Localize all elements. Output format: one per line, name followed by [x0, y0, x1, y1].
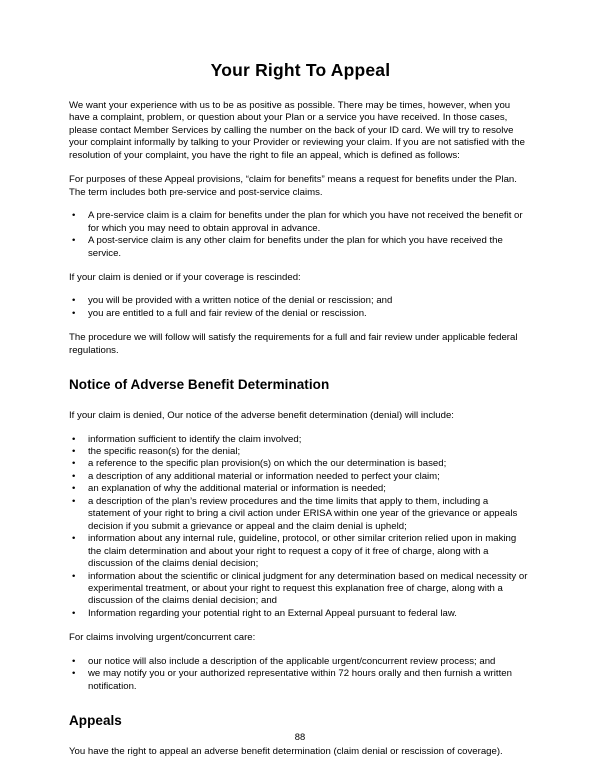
- list-item-text: a description of the plan’s review procedures and the time limits that apply to them, including a statement of your right to bring a civil action under ERISA within one year of the grievance or appeals decision if you submit a grievance or appeal and the claim denial is upheld;: [88, 495, 518, 532]
- list-item: [69, 496, 532, 533]
- spacer: [69, 693, 532, 713]
- spacer: [69, 199, 532, 210]
- claim-type-bullet-list: [69, 210, 532, 260]
- bullet-icon: •: [72, 655, 76, 667]
- list-item-text: an explanation of why the additional material or information is needed;: [88, 483, 386, 495]
- list-item: [69, 668, 532, 693]
- bullet-icon: •: [72, 607, 76, 619]
- list-item-text: information sufficient to identify the claim involved;: [88, 433, 302, 445]
- list-item: [69, 483, 532, 495]
- appeals-lead-in: You have the right to appeal an adverse benefit determination (claim denial or rescission of coverage).: [69, 746, 503, 758]
- spacer: [69, 394, 532, 410]
- spacer: [69, 320, 532, 332]
- bullet-icon: •: [72, 210, 76, 222]
- bullet-icon: •: [72, 446, 76, 458]
- list-item-text: Information regarding your potential right to an External Appeal pursuant to federal law.: [88, 607, 457, 619]
- spacer: [69, 260, 532, 272]
- section-heading-notice: Notice of Adverse Benefit Determination: [69, 377, 330, 393]
- bullet-icon: •: [72, 533, 76, 545]
- list-item-text: the specific reason(s) for the denial;: [88, 446, 241, 458]
- list-item-text: our notice will also include a description of the applicable urgent/concurrent review process; and: [88, 655, 496, 667]
- list-item-text: you will be provided with a written notice of the denial or rescission; and: [88, 295, 393, 307]
- page-title: Your Right To Appeal: [210, 60, 391, 80]
- bullet-icon: •: [72, 570, 76, 582]
- bullet-icon: •: [72, 458, 76, 470]
- spacer: [69, 357, 532, 377]
- list-item: [69, 446, 532, 458]
- bullet-icon: •: [72, 307, 76, 319]
- document-content: [69, 60, 532, 759]
- spacer: [69, 423, 532, 434]
- list-item: [69, 434, 532, 446]
- notice-lead-in: If your claim is denied, Our notice of the adverse benefit determination (denial) will include:: [69, 410, 454, 422]
- list-item-text: a description of any additional material or information needed to perfect your claim;: [88, 470, 440, 482]
- list-item: [69, 308, 532, 320]
- list-item-text: a reference to the specific plan provision(s) on which the our determination is based;: [88, 458, 447, 470]
- list-item: [69, 471, 532, 483]
- bullet-icon: •: [72, 483, 76, 495]
- spacer: [69, 620, 532, 632]
- list-item-text: you are entitled to a full and fair review of the denial or rescission.: [88, 307, 367, 319]
- list-item: [69, 608, 532, 620]
- definition-paragraph: For purposes of these Appeal provisions, “claim for benefits” means a request for benefits under the Plan. The term includes both pre-service and post-service claims.: [69, 174, 517, 198]
- list-item: [69, 458, 532, 470]
- bullet-icon: •: [72, 470, 76, 482]
- spacer: [69, 645, 532, 656]
- bullet-icon: •: [72, 433, 76, 445]
- list-item-text: A post-service claim is any other claim for benefits under the plan for which you have received the service.: [88, 235, 503, 259]
- procedure-paragraph: The procedure we will follow will satisfy the requirements for a full and fair review under applicable federal regulations.: [69, 332, 518, 356]
- denial-lead-in: If your claim is denied or if your coverage is rescinded:: [69, 271, 301, 283]
- spacer: [69, 162, 532, 174]
- list-item: [69, 533, 532, 570]
- intro-paragraph: We want your experience with us to be as positive as possible. There may be times, however, when you have a complaint, problem, or question about your Plan or a service you have received. In those cases, please contact Member Services by calling the number on the back of your ID card. We will try to resolve your complaint informally by talking to your Provider or reviewing your claim. If you are not satisfied with the resolution of your complaint, you have the right to file an appeal, which is defined as follows:: [69, 100, 525, 161]
- urgent-care-bullet-list: [69, 656, 532, 693]
- list-item-text: information about any internal rule, guideline, protocol, or other similar criterion relied upon in making the claim determination and about your right to request a copy of it free of charge, along with a discussion of the claims denial decision;: [88, 533, 517, 570]
- bullet-icon: •: [72, 668, 76, 680]
- list-item: [69, 295, 532, 307]
- bullet-icon: •: [72, 295, 76, 307]
- bullet-icon: •: [72, 235, 76, 247]
- list-item-text: A pre-service claim is a claim for benefits under the plan for which you have not received the benefit or for which you may need to obtain approval in advance.: [88, 210, 523, 234]
- page-number: 88: [294, 731, 306, 742]
- denial-bullet-list: [69, 295, 532, 320]
- list-item: [69, 571, 532, 608]
- list-item-text: we may notify you or your authorized representative within 72 hours orally and then furnish a written notification.: [88, 668, 512, 692]
- bullet-icon: •: [72, 495, 76, 507]
- list-item-text: information about the scientific or clinical judgment for any determination based on medical necessity or experimental treatment, or about your right to request this explanation free of charge, along with a discussion of the claims denial decision; and: [88, 570, 528, 607]
- notice-bullet-list: [69, 434, 532, 621]
- spacer: [69, 284, 532, 295]
- list-item: [69, 210, 532, 235]
- list-item: [69, 235, 532, 260]
- list-item: [69, 656, 532, 668]
- urgent-care-lead-in: For claims involving urgent/concurrent care:: [69, 632, 256, 644]
- section-heading-appeals: Appeals: [69, 713, 122, 729]
